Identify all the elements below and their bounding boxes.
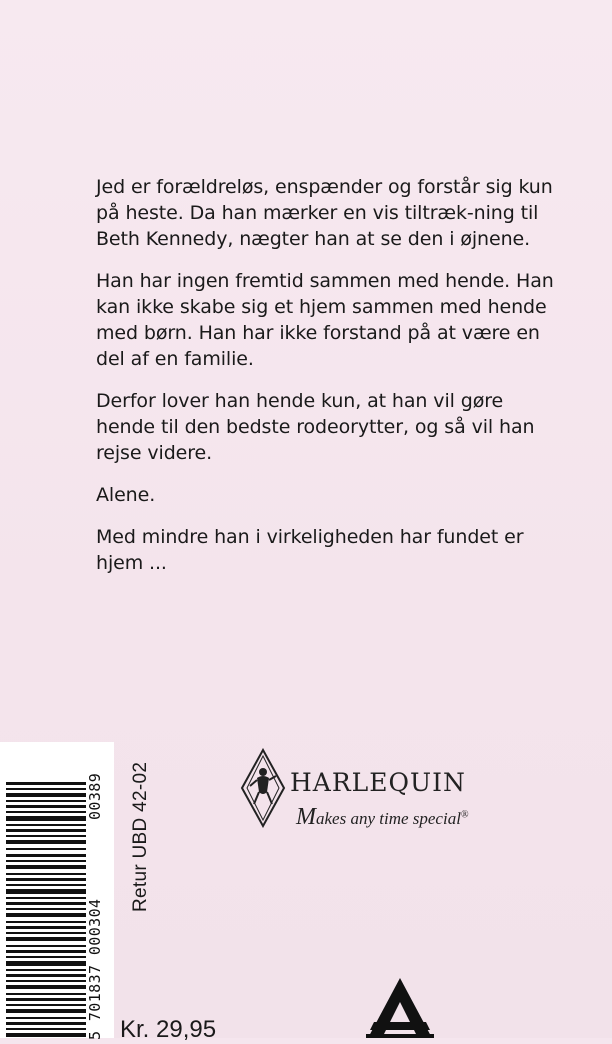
barcode-addon-number: 00389 — [86, 772, 104, 820]
harlequin-diamond-icon — [240, 748, 286, 828]
retur-text: Retur UBD 42-02 — [130, 761, 151, 912]
logo-tagline — [296, 804, 469, 831]
tagline-rest: akes any time special — [316, 809, 461, 828]
blurb-paragraph: Alene. — [96, 484, 156, 506]
tagline-initial: M — [296, 804, 316, 830]
blurb-paragraph: Han har ingen fremtid sammen med hende. Han kan ikke skabe sig et hjem sammen med hende med børn. Han har ikke forstand på at være en del af en familie. — [96, 270, 554, 370]
barcode-number: 5 701837 000304 — [86, 898, 104, 1040]
barcode-icon — [6, 782, 86, 1038]
blurb-text — [96, 174, 566, 592]
publisher-logo-icon — [360, 976, 440, 1038]
logo-name: HARLEQUIN — [290, 768, 466, 797]
blurb-paragraph: Med mindre han i virkeligheden har fundet er hjem ... — [96, 526, 524, 574]
blurb-paragraph: Jed er forældreløs, enspænder og forstår sig kun på heste. Da han mærker en vis tiltræk-ning til Beth Kennedy, nægter han at se den i øjnene. — [96, 176, 553, 250]
registered-mark: ® — [460, 809, 469, 821]
blurb-paragraph: Derfor lover han hende kun, at han vil gøre hende til den bedste rodeorytter, og så vil han rejse videre. — [96, 390, 535, 464]
harlequin-logo — [240, 748, 490, 828]
price: Kr. 29,95 — [120, 1016, 217, 1043]
